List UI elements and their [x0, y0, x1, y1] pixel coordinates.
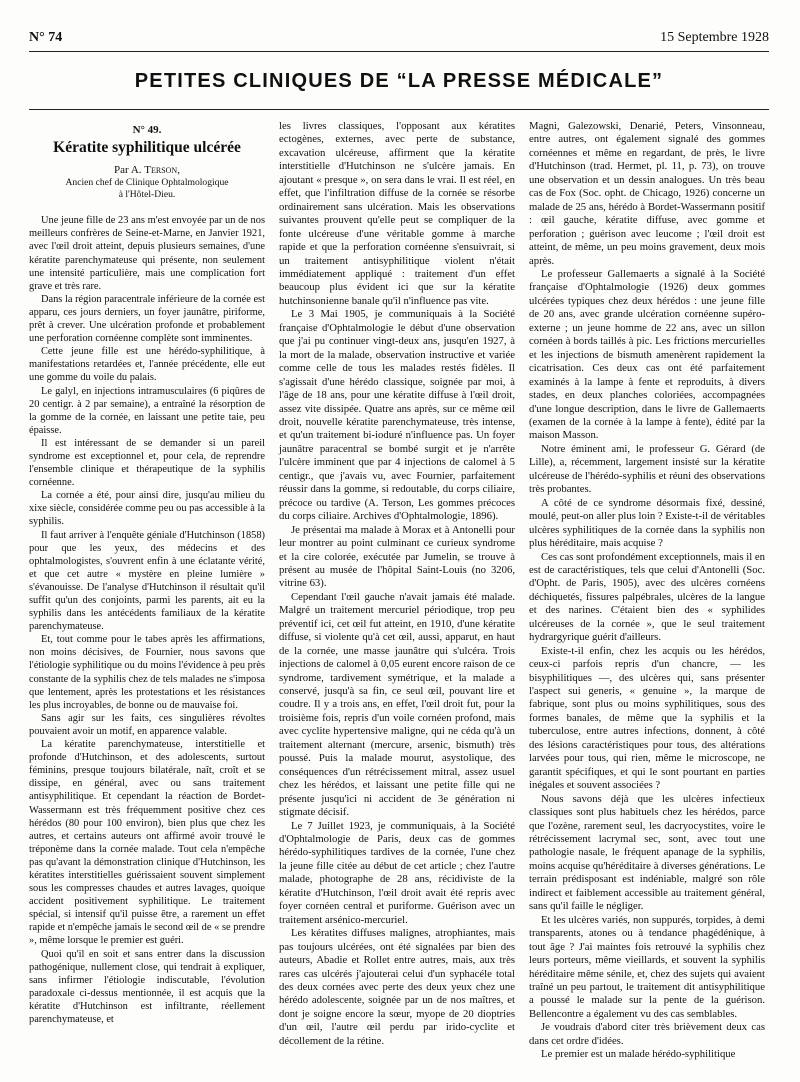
paragraph: Cette jeune fille est une hérédo-syphilitique, à manifestations retardées et, l'année précédente, elle eut une gomme du voile du palais. [29, 346, 265, 384]
issue-number: N° 74 [29, 30, 63, 45]
paragraph: Magni, Galezowski, Denarié, Peters, Vinsonneau, entre autres, ont également signalé des gommes cornéennes et même en regardant, de près, le livre d'Hutchinson (trad. Hermet, pl. 11, p. 73), on trouve une observation et un dessin analogues. Un très beau cas de Fox (Soc. opht. de Chicago, 1926) concerne un malade de 25 ans, hérédo à Bordet-Wassermann positif : œil gauche, kératite diffuse, avec gomme et perforation ; guérison avec leucome ; l'œil droit est atteint, de même, un peu moins gravement, deux mois après. [529, 120, 765, 267]
paragraph: Je voudrais d'abord citer très brièvement deux cas dans cet ordre d'idées. [529, 1021, 765, 1047]
affiliation-line: à l'Hôtel-Dieu. [118, 188, 176, 200]
byline-suffix: , [177, 164, 180, 177]
article-byline [29, 164, 265, 177]
paragraph: Nous savons déjà que les ulcères infectieux classiques sont plus habituels chez les hérédos, parce que l'ozène, rarement seul, les dacryocystites, voire le rétrécissement lacrymal sec, sont, avec tout une pathologie nasale, le fréquent apanage de la syphilis, moins acquise qu'héréditaire à diverses générations. Le terrain prédisposant est indéniable, malgré son rôle indirect et faiblement accessible au traitement général, sans qu'il faille le négliger. [529, 792, 765, 913]
masthead: PETITES CLINIQUES DE “LA PRESSE MÉDICALE” [134, 70, 664, 92]
header-rule [29, 51, 769, 52]
author-affiliation [29, 177, 265, 200]
paragraph: Les kératites diffuses malignes, atrophiantes, mais pas toujours ulcérées, ont été signalées par bien des auteurs, Abadie et Rollet entre autres, mais, aux très rares cas ulcérés j'ajouterai celui d'un syphacéle total des deux cornées avec perte des deux yeux chez une hérédo adolescente, soignée par un de nos maîtres, et dont je soigne encore la sœur, myope de 20 dioptries d'un œil, l'autre œil perdu par irido-cyclite et décollement de la rétine. [279, 927, 515, 1047]
paragraph: Le professeur Gallemaerts a signalé à la Société française d'Ophtalmologie (1926) deux gommes ulcérées typiques chez deux hérédos : une jeune fille de 20 ans, avec grande ulcération cornéenne supéro-externe ; un jeune homme de 22 ans, avec un sillon cornéen à bords taillés à pic. Les frictions mercurielles et les injections de bismuth amenèrent rapidement la cicatrisation. Ces deux cas ont été parfaitement examinés à la lampe à fente et reproduits, à divers stades, en deux planches coloriées, accompagnées d'une longue description, dans le livre de Gallemaerts (examen de la cornée à la lampe à fente), édité par la maison Masson. [529, 267, 765, 442]
column-2 [279, 120, 515, 1048]
column-1 [29, 120, 265, 1026]
paragraph: Ces cas sont profondément exceptionnels, mais il en est de caractéristiques, tels que celui d'Antonelli (Soc. d'Opht. de Paris, 1905), avec des ulcères cornéens déchiquetés, fissures palpébrales, ulcères de la langue et des narines. C'étaient bien des « syphilides ulcéreuses de la cornée », que le seul traitement hydrargyrique guérit d'ailleurs. [529, 550, 765, 644]
byline-prefix: Par A. [114, 164, 145, 177]
article-number: N° 49. [132, 124, 162, 136]
paragraph: Sans agir sur les faits, ces singulières révoltes pouvaient avoir un motif, en apparence valable. [29, 712, 265, 737]
paragraph: Et les ulcères variés, non suppurés, torpides, à demi transparents, atones ou à tendance phagédénique, à tout âge ? J'ai maintes fois retrouvé la syphilis chez leurs porteurs, même vieillards, et souvent la syphilis héréditaire même sénile, et, chez des sujets qui avaient traîné un peu partout, le traitement dit antisyphilitique a poussé le malade sur la pente de la guérison. Bellencontre a également vu des cas semblables. [529, 913, 765, 1020]
paragraph: La kératite parenchymateuse, interstitielle et profonde d'Hutchinson, et des adolescents, surtout féminins, presque toujours bilatérale, naît, croît et se dissipe, en général, avec ou sans traitement antisyphilitique. Et cependant la réaction de Bordet-Wassermann est très fréquemment positive chez ces hérédos (80 pour 100 environ), bien plus que chez les autres, et certains auteurs ont affirmé avoir trouvé le tréponème dans la cornée malade. Tout cela n'empêche pas qu'avant la démonstration clinique d'Hutchinson, les kératites interstitielles guérissaient souvent simplement sous les compresses chaudes et autres lavages, quoique accident positivement syphilitique. Le traitement spécial, si intensif qu'il puisse être, a rarement un effet rapide et n'empêche jamais le second œil de « se prendre », même lorsque le premier est guéri. [29, 739, 265, 947]
paragraph: Existe-t-il enfin, chez les acquis ou les hérédos, ceux-ci parfois repris d'un chancre, — les bisyphilitiques —, des ulcères qui, sans présenter l'aspect sui generis, « genuine », la marque de fabrique, sont plus ou moins syphilitiques, sous des formes banales, de même que la syphilis et la tuberculose, entre autres infections, donnent, à côté des lésions caractéristiques pour tous, des altérations larvées pour tous, qui rien, même le microscope, ne garantit spécifiques, et qui le sont pourtant en parties inégales et souvent associées ? [529, 644, 765, 792]
paragraph: Il faut arriver à l'enquête géniale d'Hutchinson (1858) pour que les yeux, des médecins et des ophtalmologistes, s'ouvrent enfin à une éclatante vérité, et que cet autre « mystère en pleine lumière » s'évanouisse. De l'analyse d'Hutchinson il résultait qu'il suffit qu'un des conjoints, parmi les parents, ait eu la syphilis dans les antécédents familiaux de la kératite parenchymateuse. [29, 529, 265, 633]
paragraph: Et, tout comme pour le tabes après les affirmations, non moins décisives, de Fournier, nous savons que l'étiologie syphilitique ou du moins l'évidence à peu près constante de la syphilis chez de tels malades ne s'imposa que lentement, après les protestations et les résistances les plus incroyables, de bonne ou de mauvaise foi. [29, 634, 265, 711]
issue-date: 15 Septembre 1928 [660, 30, 769, 45]
paragraph: Notre éminent ami, le professeur G. Gérard (de Lille), a, récemment, largement insisté sur la kératite ulcéreuse de l'hérédo-syphilis et réuni des observations très probantes. [529, 442, 765, 496]
paragraph: Le premier est un malade hérédo-syphilitique [541, 1048, 736, 1061]
paragraph: Le galyl, en injections intramusculaires (6 piqûres de 20 centigr. à 2 par semaine), a entraîné la résorption de la gomme de la cornée, en laissant une petite taie, peu épaisse. [29, 385, 265, 436]
masthead-rule [29, 109, 769, 110]
paragraph: Une jeune fille de 23 ans m'est envoyée par un de nos meilleurs confrères de Seine-et-Marne, en Janvier 1921, avec l'œil droit atteint, depuis plusieurs semaines, d'une kératite parenchymateuse qui présente, non seulement une intensité particulière, mais une complication fort grave et très rare. [29, 215, 265, 292]
paragraph: Il est intéressant de se demander si un pareil syndrome est exceptionnel et, pour cela, de reprendre l'ensemble clinique et thérapeutique de la syphilis cornéenne. [29, 437, 265, 489]
column-1-text [29, 214, 265, 1026]
paragraph: La cornée a été, pour ainsi dire, jusqu'au milieu du xixe siècle, considérée comme peu ou pas accessible à la syphilis. [29, 490, 265, 528]
column-3 [529, 120, 765, 1062]
author-name: Terson [144, 164, 178, 177]
paragraph: Quoi qu'il en soit et sans entrer dans la discussion pathogénique, nullement close, qui tendrait à expliquer, sans infirmer l'étiologie indiscutable, l'évolution paradoxale ci-dessus mentionnée, il est acquis que la kératite d'Hutchinson est infiltrante, réellement parenchymateuse, et [29, 948, 265, 1025]
paragraph: Le 3 Mai 1905, je communiquais à la Société française d'Ophtalmologie le début d'une observation que j'ai pu continuer vingt-deux ans, jusqu'en 1927, à la mort de la malade, observation instructive et variée comme celle de tous les malades restés fidèles. Il s'agissait d'une hérédo classique, soignée par moi, à l'âge de 18 ans, pour une kératite diffuse à l'œil droit, assez vite dissipée. Quatre ans après, sur ce même œil droit, nouvelle kératite parenchymateuse, très intense, et qu'un traitement bi-ioduré n'influence pas. Un foyer jaunâtre paracentral se bombé surgit et je n'arrête l'ulcère imminent que par 4 injections de calomel à 5 centigr., que j'avais vu, avec Fournier, parfaitement réussir dans la gomme, si redoutable, du corps ciliaire, précoce ou tardive (A. Terson, Les gommes précoces du corps ciliaire. Archives d'Ophtalmologie, 1896). [279, 308, 515, 523]
paragraph: les livres classiques, l'opposant aux kératites ectogènes, externes, avec perte de substance, excavation ulcéreuse, affirment que la kératite interstitielle d'Hutchinson ne s'ulcère jamais. En ajoutant « presque », on sera dans le vrai. Il est réel, en effet, que l'infiltration diffuse de la cornée se résorbe ordinairement sans ulcération. Mais les observations suivantes prouvent qu'elle peut se compliquer de la fonte ulcéreuse d'une véritable gomme à marche rapide et que la perforation cornéenne s'ensuivrait, si un traitement antisyphilitique violent n'était immédiatement appliqué : traitement d'un effet beaucoup plus évident ici que sur la kératite hutchinsonienne banale qu'il n'influence pas vite. [279, 120, 515, 307]
article-title: Kératite syphilitique ulcérée [53, 139, 241, 157]
paragraph: A côté de ce syndrome désormais fixé, dessiné, moulé, peut-on aller plus loin ? Existe-t-il de véritables ulcères syphilitiques de la cornée dans la syphilis non plus héréditaire, mais acquise ? [529, 496, 765, 550]
paragraph: Le 7 Juillet 1923, je communiquais, à la Société d'Ophtalmologie de Paris, deux cas de gommes hérédo-syphilitiques tardives de la cornée, l'une chez la jeune fille citée au début de cet article ; chez l'autre malade, photographe de 28 ans, récidiviste de la kératite d'Hutchinson, l'œil droit avait été repris avec foyer cornéen central et puriforme. Guérison avec un traitement arsénico-mercuriel. [279, 819, 515, 926]
paragraph: Dans la région paracentrale inférieure de la cornée est apparu, ces jours derniers, un foyer jaunâtre, piriforme, prêt à crever. Une ulcération profonde et probablement une perforation cornéenne complète sont imminentes. [29, 293, 265, 345]
affiliation-line: Ancien chef de Clinique Ophtalmologique [65, 177, 229, 189]
paragraph: Je présentai ma malade à Morax et à Antonelli pour leur montrer au point culminant ce curieux syndrome et la cire colorée, exécutée par Jumelin, se trouve à présent au musée de l'hôpital Saint-Louis (no 3206, vitrine 63). [279, 523, 515, 590]
paragraph: Cependant l'œil gauche n'avait jamais été malade. Malgré un traitement mercuriel périodique, trop peu préventif ici, cet œil fut atteint, en 1910, d'une kératite diffuse, si violente qu'à cet œil, aussi, apparut, en haut de la cornée, une masse jaunâtre qui s'ulcéra. Trois injections de calomel à 0,05 eurent encore raison de ce syndrome, tardivement symétrique, et la malade a conservé, jusqu'à sa fin, ce seul œil, pouvant lire et coudre. Il y a trois ans, en effet, l'œil droit fut, pour la troisième fois, repris d'un voile cornéen profond, mais avec cyclite hypertensive maligne, qui ne céda qu'à un traitement alternant (mercure, arsenic, bismuth) très poussé. Puis la malade mourut, asystolique, des conséquences d'un rétrécissement mitral, assez usuel chez les hérédos, et laissant une petite fille qui ne présente jusqu'ici ni accident de 3e génération ni stigmate décisif. [279, 590, 515, 819]
